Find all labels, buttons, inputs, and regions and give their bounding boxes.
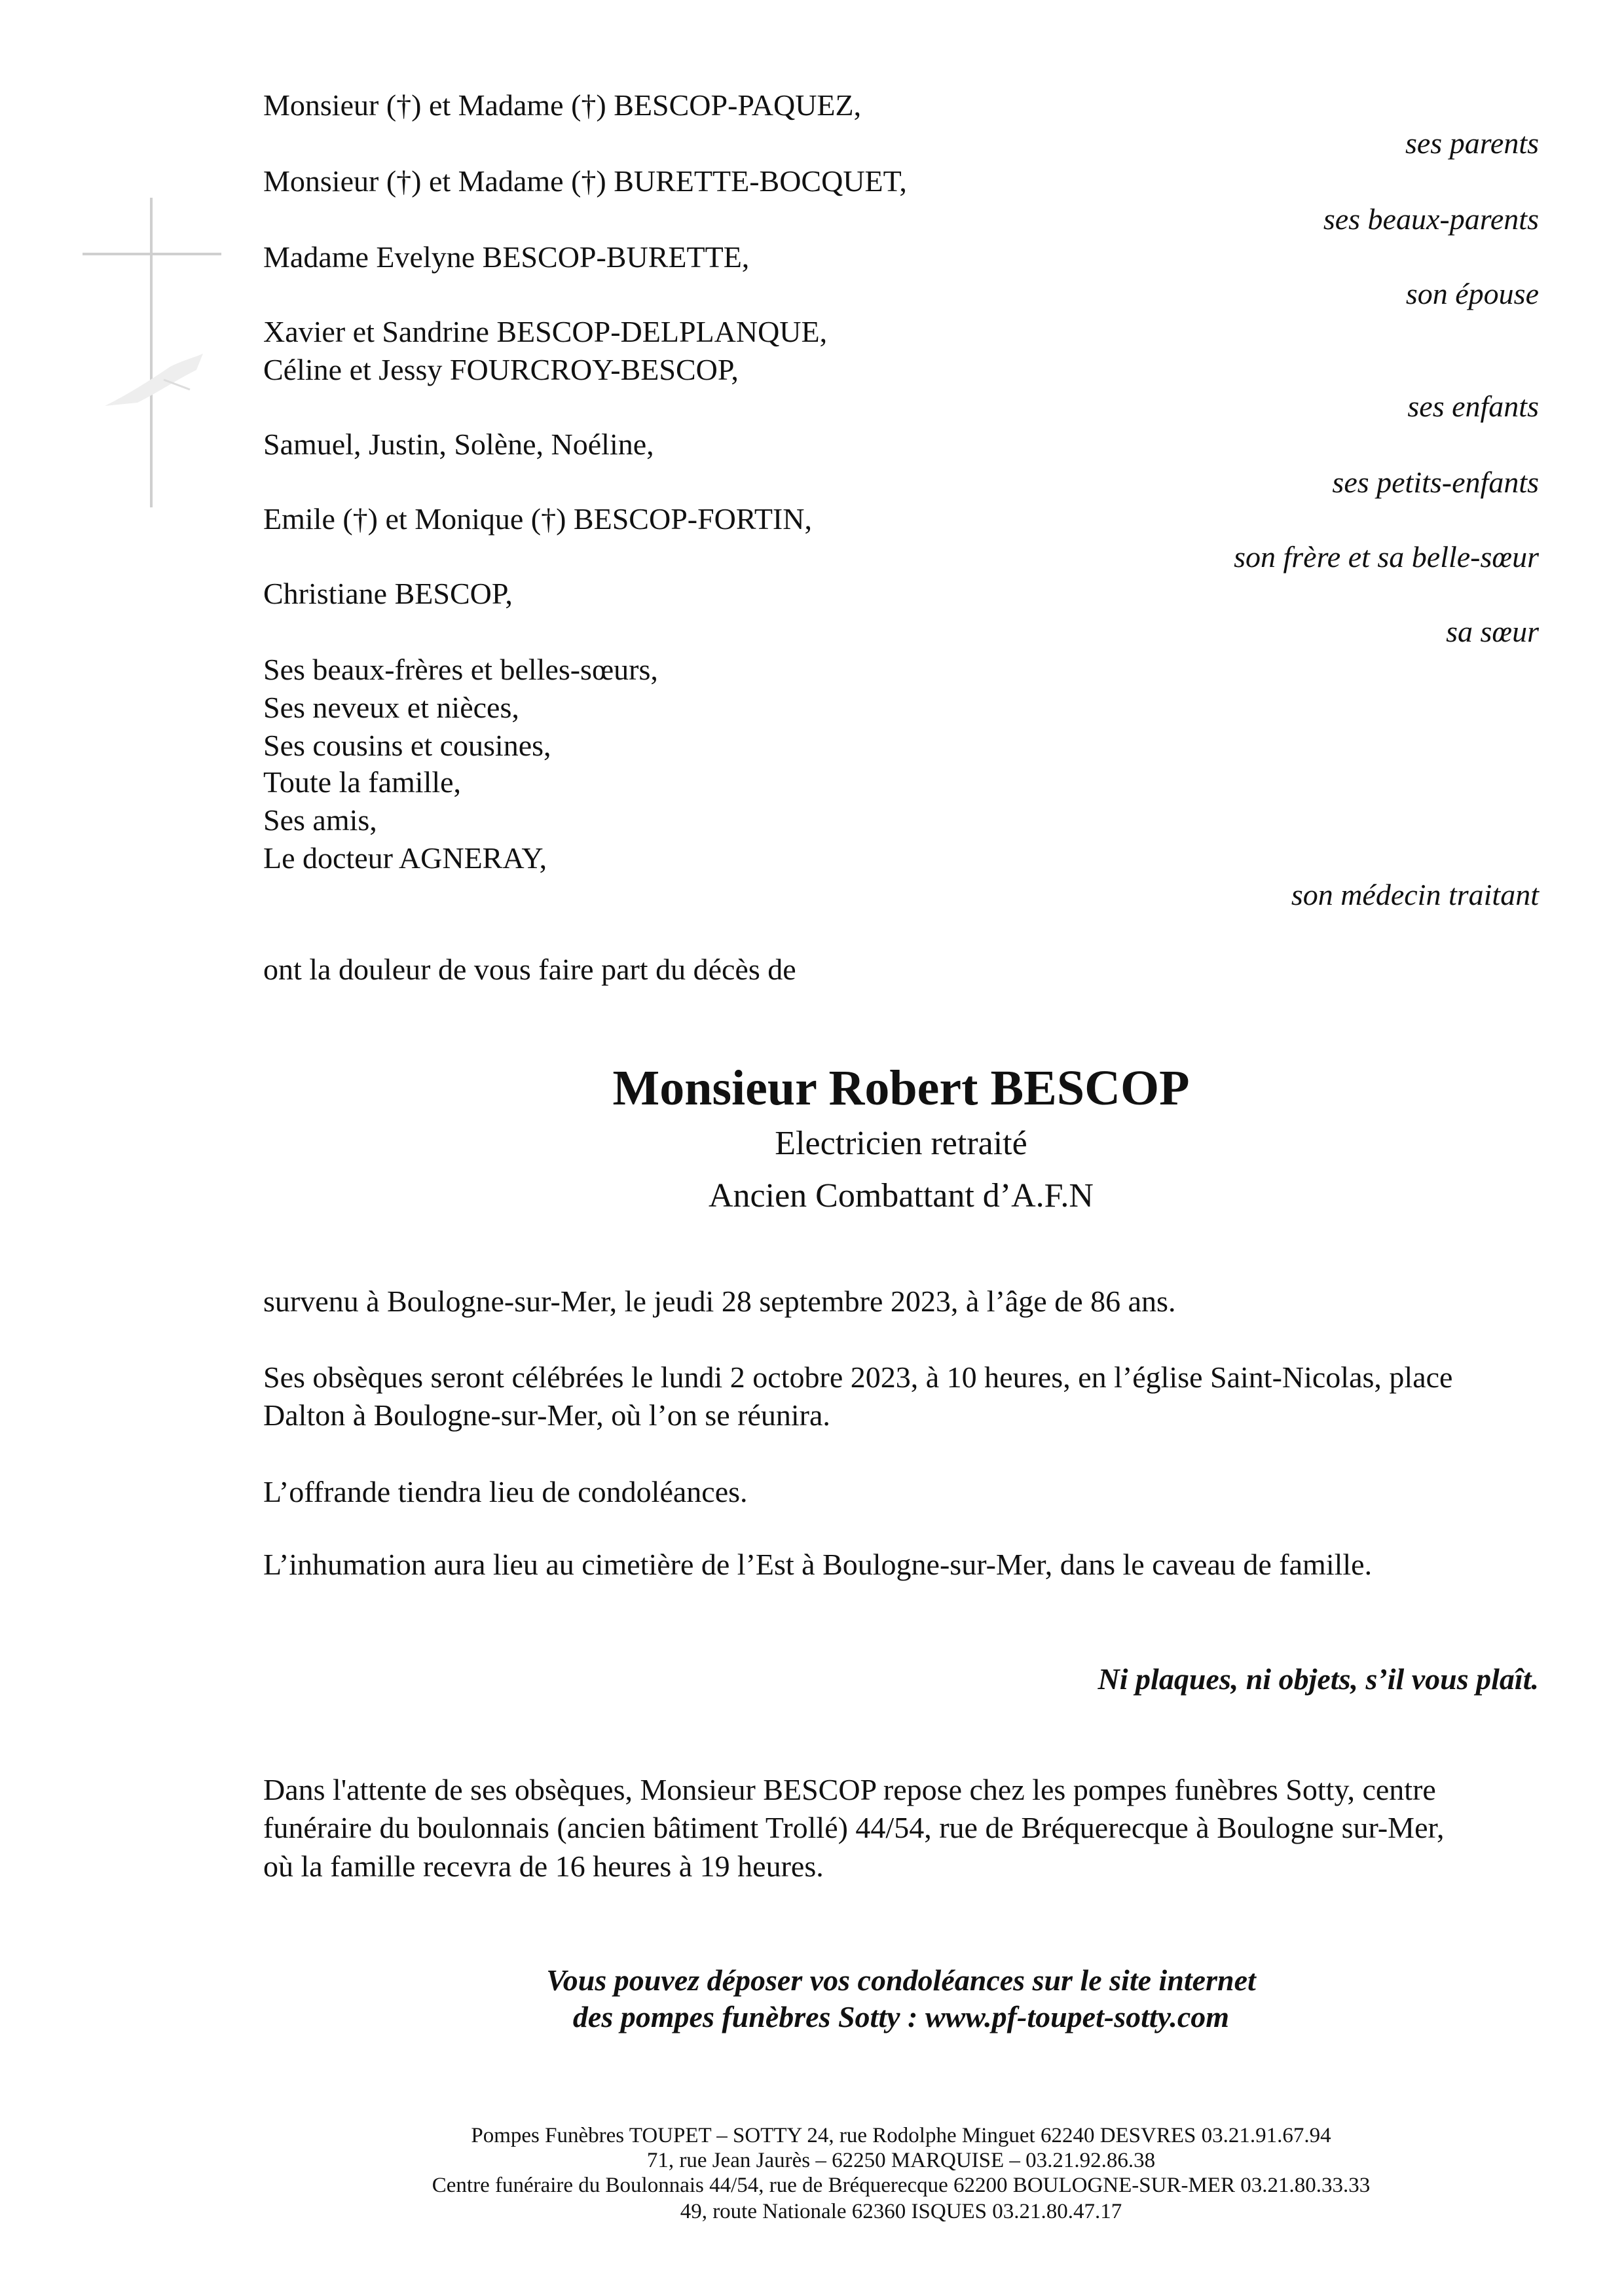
other-mourners: Ses cousins et cousines,: [263, 729, 551, 762]
other-mourners: Toute la famille,: [263, 765, 462, 799]
death-text: survenu à Boulogne-sur-Mer, le jeudi 28 septembre 2023, à l’âge de 86 ans.: [263, 1285, 1176, 1318]
family-relation: ses parents: [1405, 126, 1539, 160]
offering-text: L’offrande tiendra lieu de condoléances.: [263, 1475, 748, 1508]
family-name: Xavier et Sandrine BESCOP-DELPLANQUE,: [263, 315, 828, 348]
deceased-occupation: Electricien retraité: [775, 1125, 1027, 1162]
family-relation: ses enfants: [1407, 390, 1539, 423]
family-name: Christiane BESCOP,: [263, 577, 513, 610]
footer-line: 49, route Nationale 62360 ISQUES 03.21.80.47.17: [680, 2200, 1122, 2223]
family-name: Samuel, Justin, Solène, Noéline,: [263, 428, 654, 461]
funeral-text: Dalton à Boulogne-sur-Mer, où l’on se réunira.: [263, 1398, 830, 1432]
intro-text: ont la douleur de vous faire part du décès de: [263, 953, 796, 986]
other-mourners: Ses amis,: [263, 803, 377, 837]
cross-horizontal: [83, 253, 221, 255]
other-mourners: Ses neveux et nièces,: [263, 691, 519, 724]
condolences-website: des pompes funèbres Sotty : www.pf-toupet-sotty.com: [572, 2000, 1230, 2033]
footer-line: Pompes Funèbres TOUPET – SOTTY 24, rue Rodolphe Minguet 62240 DESVRES 03.21.91.67.94: [471, 2124, 1331, 2147]
family-name: Madame Evelyne BESCOP-BURETTE,: [263, 240, 750, 274]
family-relation: sa sœur: [1446, 615, 1539, 648]
family-relation: son frère et sa belle-sœur: [1234, 540, 1539, 574]
dove-icon: [98, 340, 210, 412]
rest-text: funéraire du boulonnais (ancien bâtiment Trollé) 44/54, rue de Bréquerecque à Boulogne sur-Mer,: [263, 1811, 1445, 1844]
condolences-text: Vous pouvez déposer vos condoléances sur le site internet: [546, 1963, 1256, 1997]
rest-text: Dans l'attente de ses obsèques, Monsieur BESCOP repose chez les pompes funèbres Sotty, centre: [263, 1773, 1436, 1806]
family-name: Monsieur (†) et Madame (†) BESCOP-PAQUEZ,: [263, 88, 862, 122]
doctor-relation: son médecin traitant: [1291, 878, 1539, 911]
deceased-title: Ancien Combattant d’A.F.N: [709, 1177, 1094, 1214]
family-name: Monsieur (†) et Madame (†) BURETTE-BOCQUET,: [263, 164, 907, 198]
family-relation: son épouse: [1405, 277, 1539, 310]
burial-text: L’inhumation aura lieu au cimetière de l’Est à Boulogne-sur-Mer, dans le caveau de famille.: [263, 1548, 1373, 1581]
family-relation: ses petits-enfants: [1332, 465, 1539, 499]
other-mourners: Le docteur AGNERAY,: [263, 841, 547, 875]
family-name: Emile (†) et Monique (†) BESCOP-FORTIN,: [263, 502, 812, 536]
family-relation: ses beaux-parents: [1323, 202, 1539, 236]
other-mourners: Ses beaux-frères et belles-sœurs,: [263, 653, 658, 686]
funeral-text: Ses obsèques seront célébrées le lundi 2 octobre 2023, à 10 heures, en l’église Saint-Nicolas, place: [263, 1360, 1453, 1394]
no-plaques-text: Ni plaques, ni objets, s’il vous plaît.: [1098, 1662, 1539, 1696]
rest-text: où la famille recevra de 16 heures à 19 heures.: [263, 1850, 824, 1883]
family-name: Céline et Jessy FOURCROY-BESCOP,: [263, 353, 739, 386]
footer-line: 71, rue Jean Jaurès – 62250 MARQUISE – 03.21.92.86.38: [646, 2149, 1156, 2172]
footer-line: Centre funéraire du Boulonnais 44/54, rue de Bréquerecque 62200 BOULOGNE-SUR-MER 03.21.80.33.33: [432, 2174, 1371, 2197]
deceased-name: Monsieur Robert BESCOP: [612, 1061, 1190, 1116]
